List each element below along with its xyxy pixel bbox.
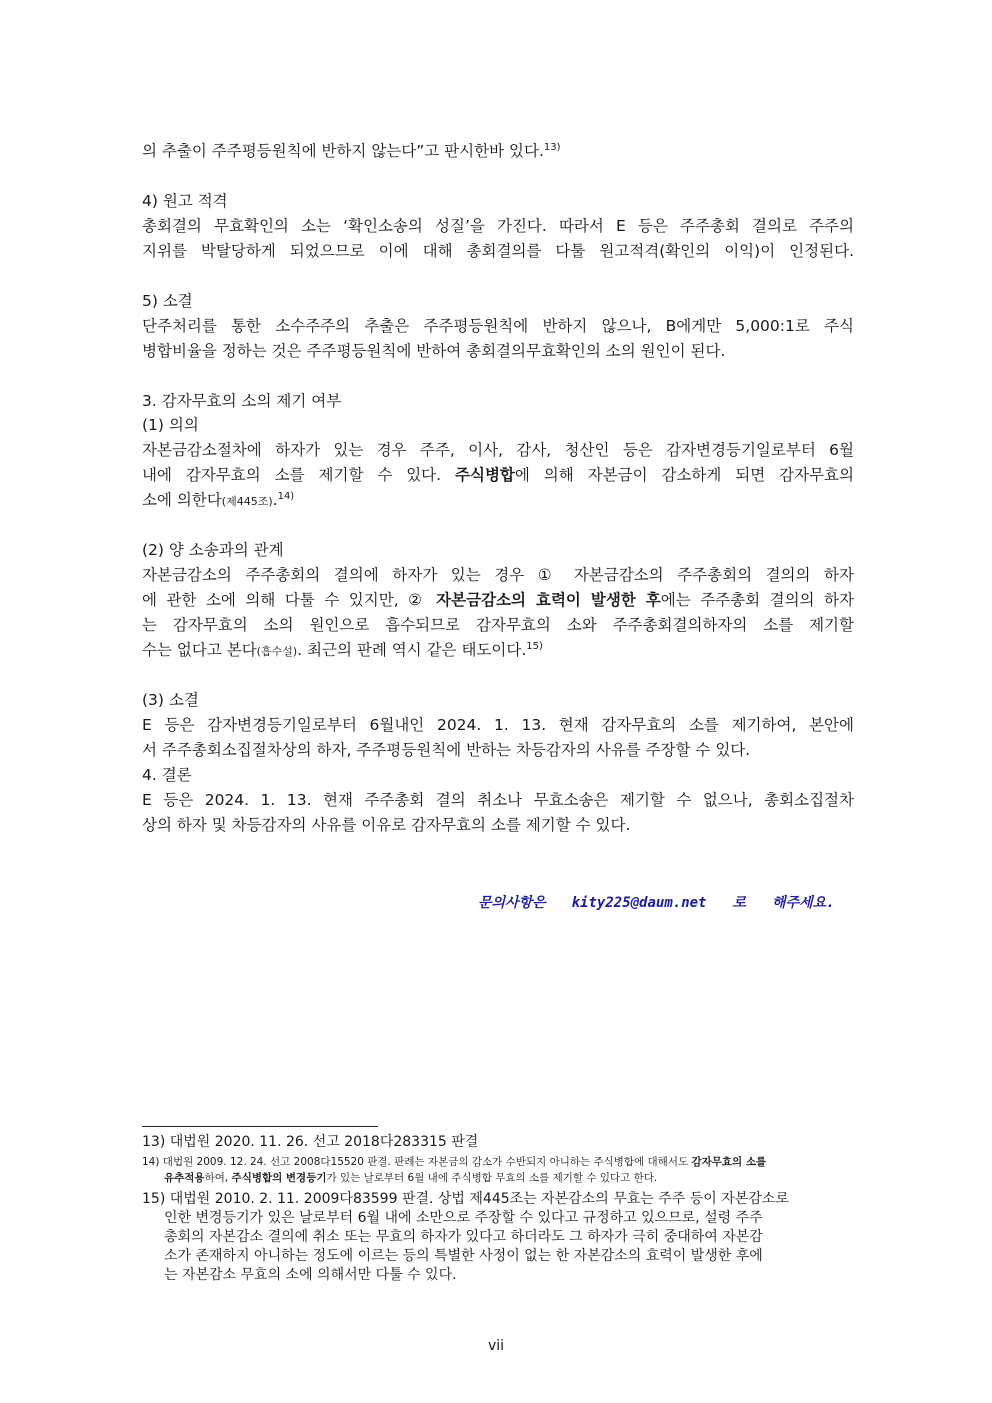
footnote-ref[interactable]: 14) [277,490,295,502]
text-line: 에 관한 소에 의해 다툴 수 있지만, ② 자본금감소의 효력이 발생한 후에는 주주총회 결의의 하자 [142,591,854,609]
text-line: 총회결의 무효확인의 소는 ‘확인소송의 성질’을 가진다. 따라서 E 등은 주주총회 결의로 주주의 [142,217,854,235]
section-heading: (1) 의의 [142,416,199,434]
section-heading: (3) 소결 [142,691,199,709]
footnote-15: 15) 대법원 2010. 2. 11. 2009다83599 판결. 상법 제445조는 자본감소의 무효는 주주 등이 자본감소로 인한 변경등기가 있은 날로부터 6월 내에 소만으로 주장할 수 있다고 규정하고 있으므로, 설령 주주 총회의 자본감소 결의에 취소 또는 무효의 하자가 있다고 하더라도 그 하자가 극히 중대하여 자본감 소가 존재하지 아니하는 정도에 이르는 등의 특별한 사정이 없는 한 자본감소의 효력이 발생한 후에 는 자본감소 무효의 소에 의해서만 다툴 수 있다. [142,1191,789,1283]
text-line: 의 추출이 주주평등원칙에 반하지 않는다”고 판시한바 있다.$^{13)}$ [142,141,561,160]
text-line: 자본금감소의 주주총회의 결의에 하자가 있는 경우 ① 자본금감소의 주주총회의 결의의 하자 [142,566,854,584]
footnote-divider [142,1126,378,1127]
text-line: 단주처리를 통한 소수주주의 추출은 주주평등원칙에 반하지 않으나, B에게만 5,000:1로 주식 [142,317,854,335]
text-line: 서 주주총회소집절차상의 하자, 주주평등원칙에 반하는 차등감자의 사유를 주장할 수 있다. [142,741,751,759]
text-line: E 등은 감자변경등기일로부터 6월내인 2024. 1. 13. 현재 감자무효의 소를 제기하여, 본안에 [142,716,854,734]
contact-email-link[interactable]: kity225@daum.net [571,895,707,911]
contact-note: 문의사항은 kity225@daum.net 로 해주세요. [478,895,835,911]
text-line: 내에 감자무효의 소를 제기할 수 있다. 주식병합에 의해 자본금이 감소하게 되면 감자무효의 [142,466,854,484]
footnote-ref[interactable]: 15) [526,640,543,652]
text-line: 는 감자무효의 소의 원인으로 흡수되므로 감자무효의 소와 주주총회결의하자의 소를 제기할 [142,616,854,634]
section-heading: 4. 결론 [142,766,192,784]
text-line: 지위를 박탈당하게 되었으므로 이에 대해 총회결의를 다툴 원고적격(확인의 이익)이 인정된다. [142,242,854,260]
section-heading: 4) 원고 적격 [142,192,228,210]
text-line: 자본금감소절차에 하자가 있는 경우 주주, 이사, 감사, 청산인 등은 감자변경등기일로부터 6월 [142,441,854,459]
text-line: E 등은 2024. 1. 13. 현재 주주총회 결의 취소나 무효소송은 제기할 수 없으나, 총회소집절차 [142,791,854,809]
text-line: 병합비율을 정하는 것은 주주평등원칙에 반하여 총회결의무효확인의 소의 원인이 된다. [142,342,726,360]
section-heading: 3. 감자무효의 소의 제기 여부 [142,392,342,410]
text-line: 상의 하자 및 차등감자의 사유를 이유로 감자무효의 소를 제기할 수 있다. [142,816,631,834]
footnote-14: 14) 대법원 2009. 12. 24. 선고 2008다15520 판결. 판례는 자본금의 감소가 수반되지 아니하는 주식병합에 대해서도 감자무효의 소를 유추적용하여, 주식병합의 변경등기가 있는 날로부터 6월 내에 주식병합 무효의 소를 제기할 수 있다고 한다. [142,1156,767,1184]
text-line: 수는 없다고 본다(흡수설). 최근의 판례 역시 같은 태도이다.$^{15)}$ [142,640,543,659]
section-heading: (2) 양 소송과의 관계 [142,541,284,559]
footnote-ref[interactable]: 13) [543,141,561,153]
text-line: 소에 의한다(제445조).$^{14)}$ [142,490,295,509]
section-heading: 5) 소결 [142,292,193,310]
page-number: vii [487,1338,505,1354]
footnote-13: 13) 대법원 2020. 11. 26. 선고 2018다283315 판결 [142,1134,479,1150]
